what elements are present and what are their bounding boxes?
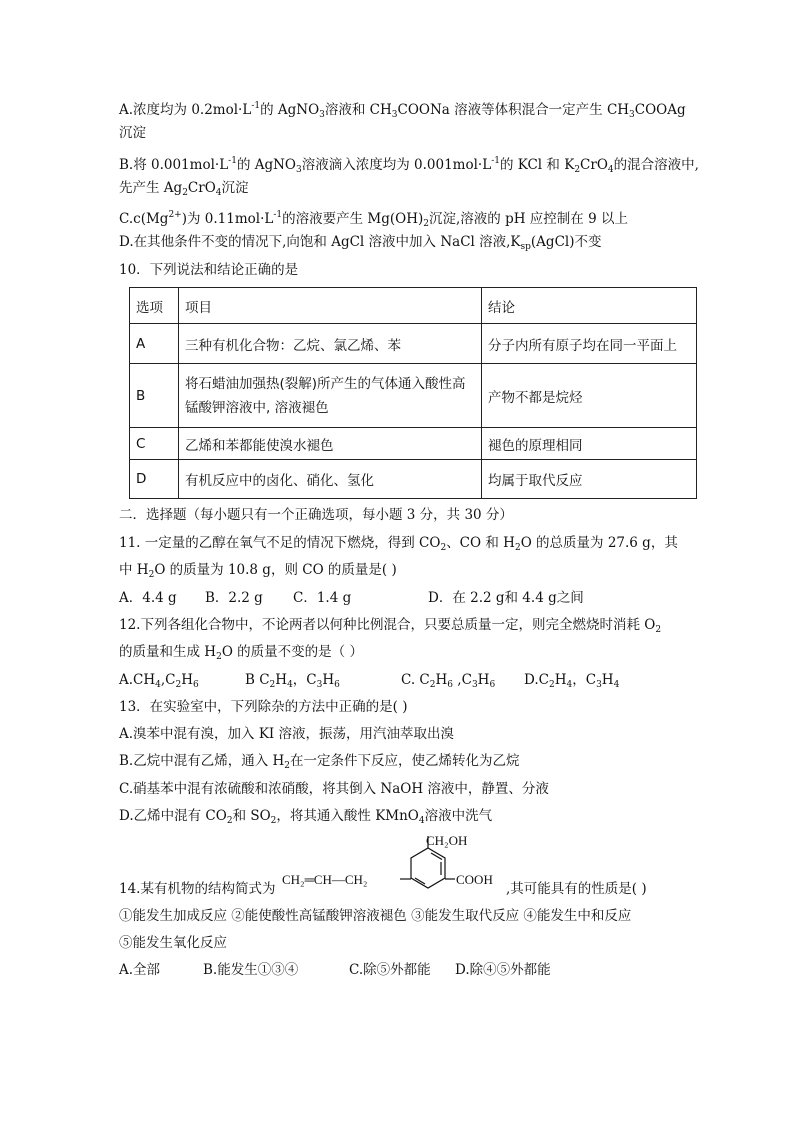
allyl-group-text: CH₂═CH—CH₂ [282,872,368,887]
q9-option-c: $C.c(Mg^{2+})$为 $0.11mol\cdot L^{-1}$的溶液要产生 $Mg(OH)_2$沉淀,溶液的 pH 应控制在 9 以上 [119,210,628,229]
row-option: C [130,428,179,460]
q14-option-c: C.除⑤外都能 [349,962,431,978]
q9-option-a-line2: 沉淀 [119,125,146,141]
row-option: A [130,324,179,364]
row-item: 将石蜡油加强热(裂解)所产生的气体通入酸性高锰酸钾溶液中, 溶液褪色 [179,364,482,428]
q11-stem-line1: 11. 一定量的乙醇在氧气不足的情况下燃烧，得到 $CO_2$、CO 和 $H_2O$ 的总质量为 27.6 g，其 [119,535,678,553]
q13-option-a: A.溴苯中混有溴，加入 KI 溶液，振荡，用汽油萃取出溴 [119,726,455,742]
row-conclusion: 分子内所有原子均在同一平面上 [482,324,697,364]
row-option: B [130,364,179,428]
row-option: D [130,460,179,499]
q13-option-b: B.乙烷中混有乙烯，通入 $H_2$在一定条件下反应，使乙烯转化为乙烷 [119,753,520,771]
q12-option-c: C. $C_2H_6$ $,C_3H_6$ [401,672,496,690]
q9-option-d: D.在其他条件不变的情况下,向饱和 AgCl 溶液中加入 NaCl 溶液$,K_{sp}(AgCl)$不变 [119,234,602,252]
header-item: 项目 [179,288,482,324]
q13-option-c: C.硝基苯中混有浓硫酸和浓硝酸，将其倒入 NaOH 溶液中，静置、分液 [119,781,549,797]
row-conclusion: 产物不都是烷烃 [482,364,697,428]
q9-option-b-line1: B.将 $0.001mol\cdot L^{-1}$的 AgNO$_3$溶液滴入浓度均为 $0.001mol\cdot L^{-1}$的 KCl 和 $K_2CrO_4$的混合溶液中, [119,156,699,175]
q12-option-d: $D.C_2H_4$，$C_3H_4$ [524,672,620,690]
table-row [130,460,697,499]
row-conclusion: 褪色的原理相同 [482,428,697,460]
header-option: 选项 [130,288,179,324]
structural-formula [282,832,504,892]
q12-stem-line1: 12.下列各组化合物中，不论两者以何种比例混合，只要总质量一定，则完全燃烧时消耗 $O_2$ [119,617,662,635]
q9-option-b-line2: 先产生 $Ag_2CrO_4$沉淀 [119,180,249,198]
q14-properties-line2: ⑤能发生氧化反应 [119,935,227,951]
q14-option-b: B.能发生①③④ [203,962,299,978]
q11-option-b: B．2.2 g [205,590,263,606]
table-row [130,324,697,364]
table-row [130,428,697,460]
q12-option-b: B $C_2H_4$，$C_3H_6$ [245,672,340,690]
table-row [130,364,697,428]
table-header-row [130,288,697,324]
q11-stem-line2: 中 $H_2O$ 的质量为 10.8 g，则 CO 的质量是( ) [119,562,397,580]
q10-stem: 10．下列说法和结论正确的是 [119,262,299,278]
section-heading: 二．选择题（每小题只有一个正确选项，每小题 3 分，共 30 分） [119,507,513,523]
q13-stem: 13．在实验室中，下列除杂的方法中正确的是( ) [119,699,408,715]
q12-stem-line2: 的质量和生成 $H_2O$ 的质量不变的是（ ） [119,644,363,662]
q14-option-a: A.全部 [119,962,161,978]
carboxyl-group-text: COOH [456,872,493,887]
q13-option-d: D.乙烯中混有 $CO_2$和 $SO_2$，将其通入酸性 KMnO$_4$溶液中洗气 [119,808,493,826]
row-item: 三种有机化合物：乙烷、氯乙烯、苯 [179,324,482,364]
header-conclusion: 结论 [482,288,697,324]
q12-option-a: $A.CH_4,C_2H_6$ [119,672,199,690]
row-item: 有机反应中的卤化、硝化、氢化 [179,460,482,499]
q11-option-a: A．4.4 g [119,590,177,606]
row-conclusion: 均属于取代反应 [482,460,697,499]
q14-option-d: D.除④⑤外都能 [455,962,551,978]
q14-stem-right: ,其可能具有的性质是( ) [506,881,647,897]
q11-option-d: D．在 2.2 g和 4.4 g之间 [428,590,584,606]
q9-option-a-line1: A.浓度均为 $0.2mol\cdot L^{-1}$的 AgNO$_3$溶液和 $CH_3COONa$ 溶液等体积混合一定产生 $CH_3COOAg$ [119,101,686,120]
row-item: 乙烯和苯都能使溴水褪色 [179,428,482,460]
q14-properties-line1: ①能发生加成反应 ②能使酸性高锰酸钾溶液褪色 ③能发生取代反应 ④能发生中和反应 [119,908,632,924]
q10-table [129,287,697,499]
q14-stem-left: 14.某有机物的结构简式为 [119,881,276,897]
q11-option-c: C．1.4 g [293,590,352,606]
hydroxymethyl-group-text: CH₂OH [426,833,468,848]
